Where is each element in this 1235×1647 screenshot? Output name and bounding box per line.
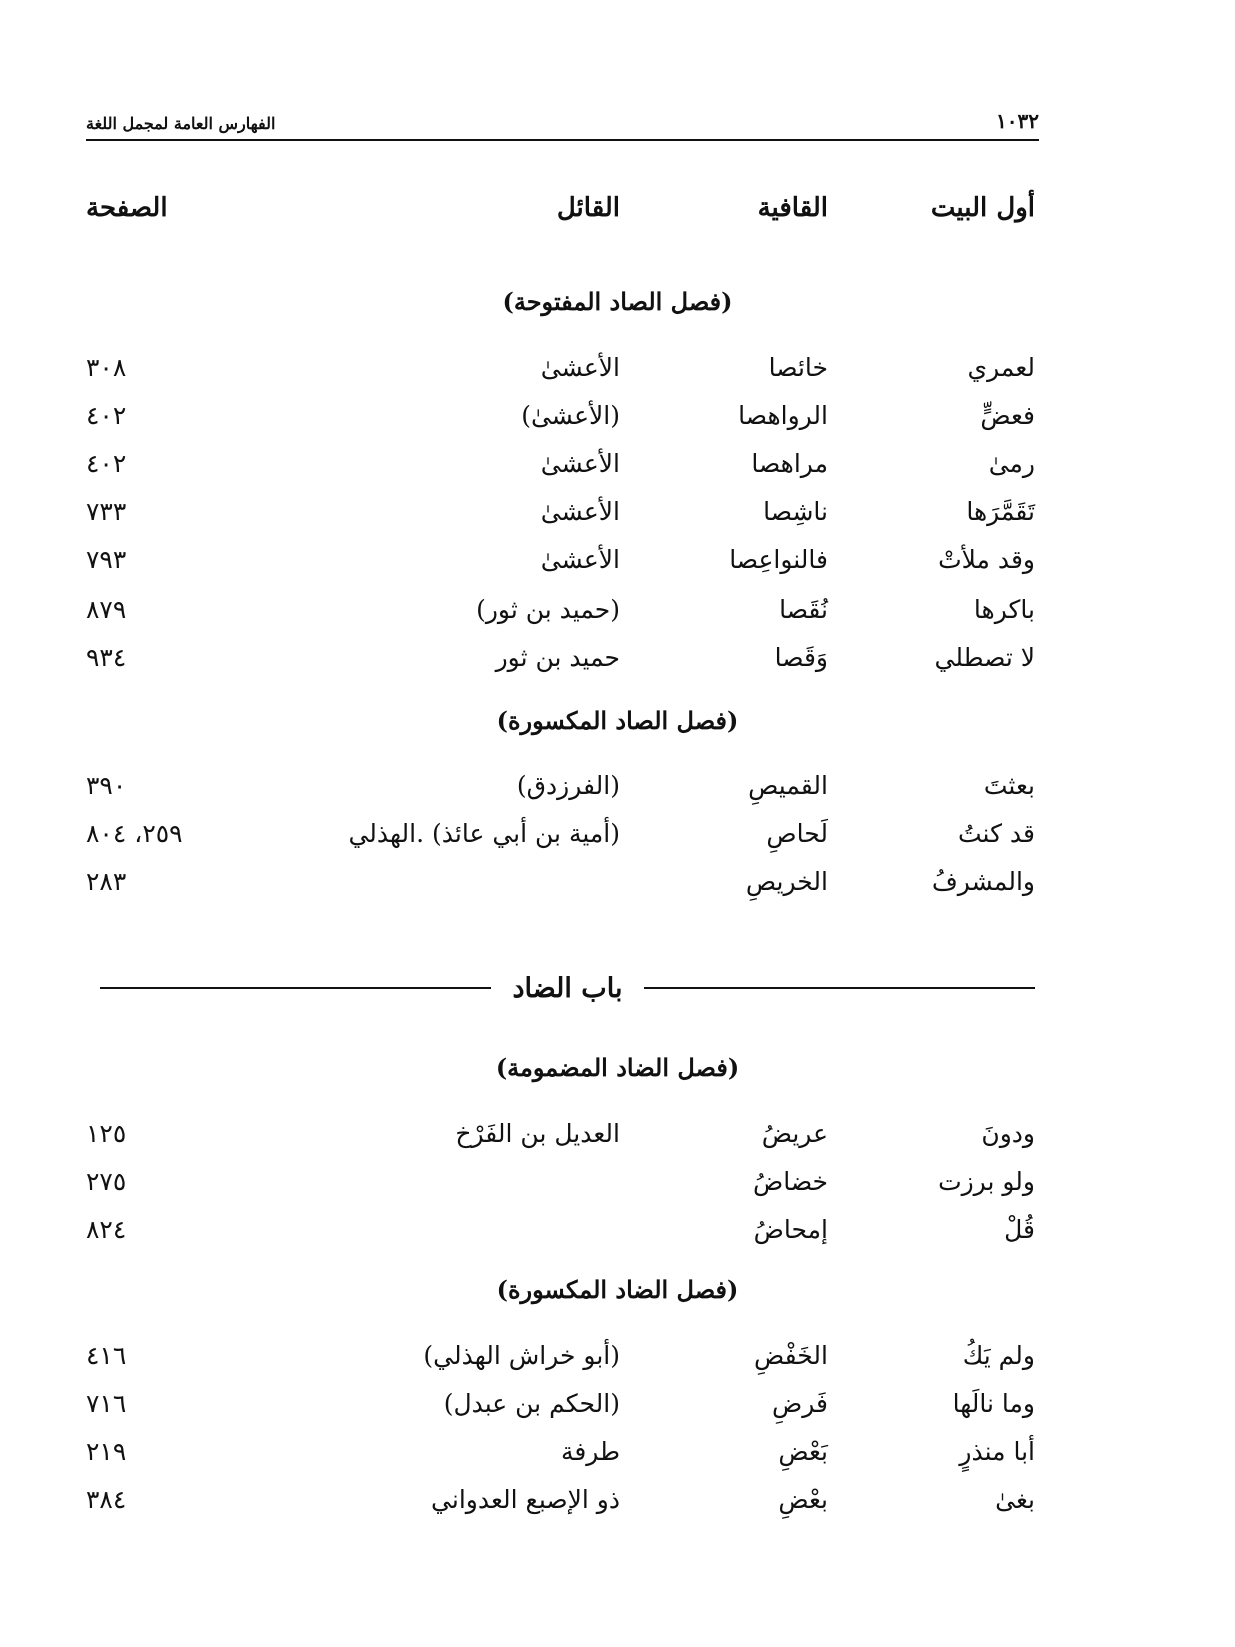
table-row [0,446,1235,482]
table-row [0,494,1235,530]
page-ref: ٤٠٢ [86,401,127,430]
verse-start: رمىٰ [988,449,1035,478]
page-ref: ٣٠٨ [86,353,127,382]
page-ref: ٨٧٩ [86,595,127,624]
rhyme: الخَفْضِ [754,1341,828,1370]
rhyme: لَحاصِ [766,819,828,848]
section-heading: (فصل الصاد المفتوحة) [502,287,733,316]
section-heading: (فصل الضاد المضمومة) [495,1053,740,1082]
chapter-heading [100,968,1035,1008]
verse-start: بغىٰ [995,1485,1035,1514]
rhyme: مراهصا [751,449,828,478]
table-row [0,1212,1235,1248]
rhyme: نُقَصا [779,595,828,624]
page-ref: ٢٨٣ [86,867,127,896]
poet: (الفرزدق) [516,771,620,800]
rhyme: فالنواعِصا [729,545,828,574]
poet: (الأعشىٰ) [521,401,620,430]
verse-start: وما نالَها [952,1389,1035,1418]
poet: (أمية بن أبي عائذ) .الهذلي [348,819,620,848]
page-ref: ٢١٩ [86,1437,127,1466]
table-row [0,398,1235,434]
poet: الأعشىٰ [540,353,620,382]
verse-start: لا تصطلي [934,643,1035,672]
page-ref: ٢٧٥ [86,1167,127,1196]
table-row [0,864,1235,900]
rhyme: خائصا [768,353,828,382]
rhyme: بعْضِ [778,1485,828,1514]
rhyme: خضاضُ [753,1167,828,1196]
rhyme: القميصِ [748,771,828,800]
table-row [0,1386,1235,1422]
table-row [0,592,1235,628]
table-row [0,768,1235,804]
rhyme: ناشِصا [763,497,828,526]
column-header-poet: القائل [556,193,620,223]
poet: حميد بن ثور [495,643,620,672]
verse-start: لعمري [967,353,1035,382]
rhyme: فَرضِ [772,1389,828,1418]
poet: (حميد بن ثور) [476,595,620,624]
verse-start: ولو برزت [938,1167,1035,1196]
page-ref: ٣٩٠ [86,771,127,800]
table-row [0,1482,1235,1518]
poet: الأعشىٰ [540,497,620,526]
column-headers [0,190,1235,226]
verse-start: وقد ملأتْ [938,545,1035,574]
rhyme: الخريصِ [745,867,828,896]
table-row [0,640,1235,676]
table-row [0,1434,1235,1470]
page-ref: ٧١٦ [86,1389,127,1418]
book-title: الفهارس العامة لمجمل اللغة [86,114,276,133]
page-ref: ٩٣٤ [86,643,127,672]
section-heading: (فصل الضاد المكسورة) [496,1275,739,1304]
section-heading: (فصل الصاد المكسورة) [496,706,739,735]
running-head [86,103,1039,141]
verse-start: باكرها [973,595,1035,624]
page-ref: ٤١٦ [86,1341,127,1370]
chapter-rule-right [644,987,1035,989]
poet: (الحكم بن عبدل) [443,1389,620,1418]
verse-start: قُلْ [1004,1215,1035,1244]
table-row [0,1116,1235,1152]
table-row [0,816,1235,852]
verse-start: قد كنتُ [957,819,1035,848]
poet: الأعشىٰ [540,449,620,478]
column-header-rhyme: القافية [757,193,828,223]
page-ref: ٣٨٤ [86,1485,127,1514]
poet: ذو الإصبع العدواني [431,1485,620,1514]
page-ref: ١٢٥ [86,1119,127,1148]
page-ref: ٧٩٣ [86,545,127,574]
chapter-rule-left [100,987,491,989]
chapter-title: باب الضاد [512,972,623,1004]
verse-start: تَقَمَّرَها [966,497,1035,526]
page-number: ١٠٣٢ [996,109,1039,133]
column-header-page: الصفحة [86,193,168,223]
poet: الأعشىٰ [540,545,620,574]
rhyme: الرواهصا [738,401,828,430]
page-ref: ٢٥٩، ٨٠٤ [86,819,183,848]
verse-start: أبا منذرٍ [959,1437,1035,1466]
verse-start: بعثتَ [983,771,1035,800]
page-ref: ٤٠٢ [86,449,127,478]
rhyme: عريضُ [761,1119,828,1148]
poet: (أبو خراش الهذلي) [423,1341,620,1370]
column-header-verse-start: أول البيت [930,193,1035,223]
table-row [0,350,1235,386]
page-ref: ٧٣٣ [86,497,127,526]
table-row [0,1164,1235,1200]
table-row [0,1338,1235,1374]
table-row [0,542,1235,578]
poet: العديل بن الفَرْخ [455,1119,620,1148]
verse-start: ودونَ [981,1119,1035,1148]
verse-start: والمشرفُ [931,867,1035,896]
page-ref: ٨٢٤ [86,1215,127,1244]
rhyme: بَعْضِ [778,1437,828,1466]
rhyme: إمحاضُ [753,1215,828,1244]
verse-start: ولم يَكُ [962,1341,1035,1370]
poet: طرفة [560,1437,620,1466]
rhyme: وَقَصا [774,643,828,672]
verse-start: فعضٍّ [980,401,1035,430]
